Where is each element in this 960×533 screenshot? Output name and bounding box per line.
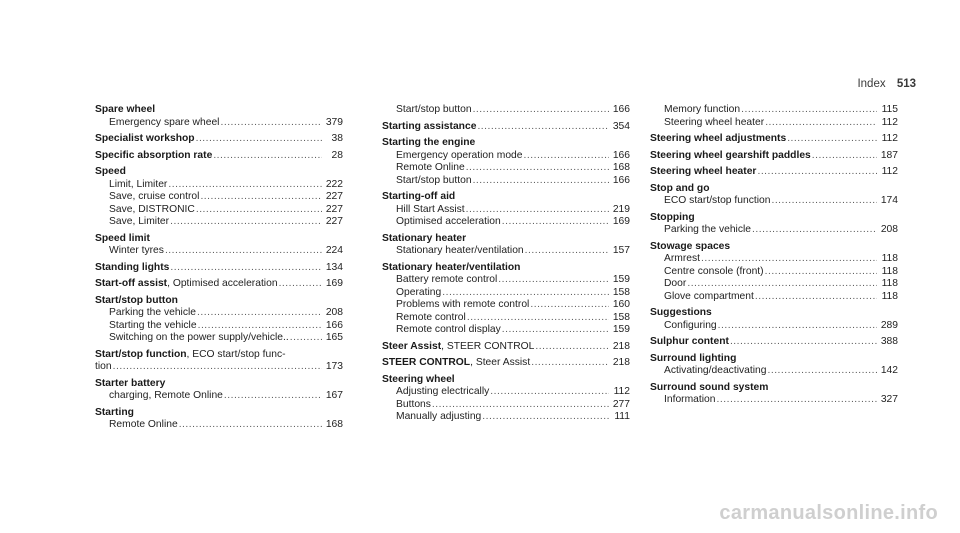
leader-dots <box>279 278 322 291</box>
subentry <box>382 150 630 163</box>
page-ref: 112 <box>881 116 898 128</box>
subentry-text: ECO start/stop function <box>664 195 771 206</box>
subentry <box>650 117 898 130</box>
leader-dots <box>531 357 609 370</box>
subentry <box>95 390 343 403</box>
index-entry <box>382 233 630 258</box>
entry-heading: Steer Assist <box>382 340 442 352</box>
subentry-text: Steering wheel heater <box>664 116 765 128</box>
index-entry <box>95 166 343 229</box>
entry-heading: Speed <box>95 166 126 177</box>
subentry-text: Limit, Limiter <box>109 178 168 190</box>
entry-heading: Specialist workshop <box>95 133 195 144</box>
page-ref: 219 <box>612 203 630 215</box>
index-entry <box>95 349 343 374</box>
page-ref: 118 <box>881 290 898 302</box>
subentry <box>650 266 898 279</box>
subentry-text: Emergency operation mode <box>396 149 523 161</box>
subentry-text: Optimised acceleration <box>396 216 501 227</box>
index-entry <box>650 183 898 208</box>
leader-dots <box>224 390 322 403</box>
entry-heading: Suggestions <box>650 307 712 318</box>
subentry <box>382 216 630 229</box>
subentry <box>95 179 343 192</box>
entry-heading: Surround lighting <box>650 352 737 364</box>
entry-heading: Start/stop button <box>95 294 178 306</box>
leader-dots <box>442 287 609 300</box>
subentry-text: Manually adjusting <box>396 411 482 422</box>
page-ref: 142 <box>880 365 898 376</box>
index-entry <box>382 137 630 187</box>
index-entry <box>382 104 630 117</box>
index-entry <box>650 382 898 407</box>
subentry <box>382 324 630 337</box>
subentry <box>650 394 898 407</box>
leader-dots <box>168 179 322 192</box>
subentry <box>382 245 630 258</box>
leader-dots <box>220 117 322 130</box>
subentry <box>95 245 343 258</box>
leader-dots <box>525 245 609 258</box>
leader-dots <box>490 386 609 399</box>
entry-heading: Stationary heater/ventilation <box>382 261 521 273</box>
page-ref: 115 <box>881 104 898 115</box>
header-label: Index <box>857 78 886 90</box>
index-entry <box>650 307 898 332</box>
subentry <box>650 104 898 117</box>
leader-dots <box>767 365 877 378</box>
leader-dots <box>466 204 609 217</box>
entry-heading: Stop and go <box>650 182 710 194</box>
index-column-1 <box>95 104 343 436</box>
entry-continuation: tion <box>95 361 112 372</box>
leader-dots <box>113 361 322 374</box>
entry-qualifier: , STEER CONTROL <box>441 340 535 352</box>
leader-dots <box>477 121 609 134</box>
subentry-text: Remote Online <box>396 162 465 173</box>
entry-heading: Steering wheel heater <box>650 166 757 177</box>
subentry-text: Hill Start Assist <box>396 203 465 215</box>
watermark: carmanualsonline.info <box>719 502 938 524</box>
index-entry <box>650 150 898 163</box>
leader-dots <box>717 394 877 407</box>
entry-line <box>650 336 898 349</box>
entry-line <box>95 133 343 146</box>
subentry <box>650 195 898 208</box>
leader-dots <box>752 224 877 237</box>
leader-dots <box>170 262 322 275</box>
leader-dots <box>524 150 610 163</box>
entry-heading: Steering wheel adjustments <box>650 133 787 144</box>
entry-heading: Start-off assist <box>95 278 168 289</box>
index-entry <box>95 133 343 146</box>
page-ref: 112 <box>613 386 630 397</box>
entry-heading: Sulphur content <box>650 336 729 347</box>
subentry <box>650 320 898 333</box>
page-ref: 112 <box>881 133 898 144</box>
entry-line <box>382 357 630 370</box>
leader-dots <box>473 104 609 117</box>
leader-dots <box>165 245 322 258</box>
leader-dots <box>432 399 609 412</box>
page-ref: 134 <box>325 261 343 273</box>
leader-dots <box>170 216 322 229</box>
index-entry <box>650 336 898 349</box>
page-ref: 112 <box>881 166 898 177</box>
entry-line <box>95 278 343 291</box>
subentry-text: Starting the vehicle <box>109 319 197 331</box>
entry-heading: Specific absorption rate <box>95 149 213 161</box>
entry-line <box>95 349 343 362</box>
page-ref: 168 <box>612 162 630 173</box>
subentry-text: Start/stop button <box>396 104 472 115</box>
subentry <box>95 419 343 432</box>
leader-dots <box>502 216 609 229</box>
subentry-text: Configuring <box>664 319 717 331</box>
subentry <box>95 191 343 204</box>
leader-dots <box>196 204 322 217</box>
entry-heading: Steering wheel gearshift paddles <box>650 149 811 161</box>
page-ref: 289 <box>880 319 898 331</box>
subentry <box>382 175 630 188</box>
index-entry <box>650 353 898 378</box>
leader-dots <box>197 307 322 320</box>
leader-dots <box>467 312 609 325</box>
page-ref: 166 <box>612 174 630 186</box>
page-header <box>857 78 916 90</box>
page-ref: 159 <box>612 324 630 335</box>
leader-dots <box>213 150 322 163</box>
subentry <box>95 320 343 333</box>
entry-heading: Starting assistance <box>382 120 477 132</box>
page-ref: 277 <box>612 398 630 410</box>
subentry <box>650 253 898 266</box>
page-ref: 224 <box>325 245 343 256</box>
subentry <box>382 162 630 175</box>
subentry-text: Start/stop button <box>396 174 472 186</box>
subentry <box>382 204 630 217</box>
page-ref: 166 <box>612 149 630 161</box>
leader-dots <box>196 133 322 146</box>
entry-heading: Spare wheel <box>95 104 156 115</box>
leader-dots <box>757 166 877 179</box>
index-entry <box>650 133 898 146</box>
subentry-text: Adjusting electrically <box>396 386 490 397</box>
page-ref: 174 <box>880 195 898 206</box>
page-ref: 227 <box>325 203 343 215</box>
leader-dots <box>765 266 877 279</box>
entry-line <box>650 133 898 146</box>
leader-dots <box>200 191 322 204</box>
leader-dots <box>466 162 609 175</box>
entry-heading: Surround sound system <box>650 381 769 393</box>
subentry-text: Activating/deactivating <box>664 365 767 376</box>
page-ref: 208 <box>880 224 898 235</box>
entry-line <box>650 150 898 163</box>
leader-dots <box>741 104 877 117</box>
subentry-text: charging, Remote Online <box>109 390 223 401</box>
leader-dots <box>787 133 877 146</box>
entry-line <box>382 121 630 134</box>
entry-line <box>95 361 343 374</box>
page-ref: 157 <box>612 245 630 256</box>
leader-dots <box>179 419 322 432</box>
subentry-text: Save, Limiter <box>109 216 170 227</box>
entry-heading: Standing lights <box>95 261 170 273</box>
subentry <box>382 104 630 117</box>
subentry-text: Buttons <box>396 398 431 410</box>
entry-heading: Speed limit <box>95 232 150 244</box>
leader-dots <box>530 299 609 312</box>
index-entry <box>95 295 343 345</box>
page-ref: 158 <box>612 311 630 323</box>
leader-dots <box>290 332 322 345</box>
page-ref: 208 <box>325 307 343 318</box>
index-entry <box>382 357 630 370</box>
leader-dots <box>701 253 877 266</box>
index-entry <box>382 374 630 424</box>
page-ref: 187 <box>880 149 898 161</box>
subentry-text: Door <box>664 278 687 289</box>
page-ref: 227 <box>325 216 343 227</box>
page-ref: 118 <box>881 253 898 264</box>
index-entry <box>650 212 898 237</box>
page-ref: 28 <box>331 149 343 161</box>
subentry <box>95 216 343 229</box>
entry-heading: Starting <box>95 406 134 418</box>
page-number: 513 <box>896 78 916 90</box>
index-entry <box>95 104 343 129</box>
subentry-text: Information <box>664 394 716 405</box>
entry-qualifier: , ECO start/stop func- <box>186 348 286 360</box>
page-ref: 169 <box>325 278 343 289</box>
index-entry <box>95 233 343 258</box>
page-ref: 167 <box>325 390 343 401</box>
leader-dots <box>730 336 877 349</box>
page-ref: 354 <box>612 120 630 132</box>
leader-dots <box>755 291 877 304</box>
entry-qualifier: , Steer Assist <box>470 357 531 368</box>
entry-heading: Starting-off aid <box>382 191 456 202</box>
page-ref: 159 <box>612 274 630 285</box>
leader-dots <box>498 274 609 287</box>
index-entry <box>95 378 343 403</box>
leader-dots <box>198 320 322 333</box>
subentry-text: Switching on the power supply/vehicle.. <box>109 332 289 343</box>
index-entry <box>95 407 343 432</box>
page-ref: 38 <box>331 133 343 144</box>
subentry <box>95 117 343 130</box>
subentry <box>95 332 343 345</box>
leader-dots <box>771 195 877 208</box>
entry-heading: Start/stop function <box>95 348 187 360</box>
page-ref: 218 <box>612 357 630 368</box>
subentry-text: Armrest <box>664 253 701 264</box>
subentry-text: Memory function <box>664 104 741 115</box>
subentry <box>382 287 630 300</box>
leader-dots <box>765 117 877 130</box>
index-column-2 <box>382 104 630 428</box>
page-ref: 166 <box>612 104 630 115</box>
page-ref: 111 <box>614 411 630 422</box>
page-ref: 169 <box>612 216 630 227</box>
subentry <box>382 299 630 312</box>
page-ref: 388 <box>880 336 898 347</box>
entry-line <box>95 150 343 163</box>
index-entry <box>650 104 898 129</box>
leader-dots <box>687 278 877 291</box>
subentry-text: Operating <box>396 286 442 298</box>
subentry <box>95 307 343 320</box>
page-ref: 158 <box>612 286 630 298</box>
subentry <box>382 411 630 424</box>
entry-qualifier: , Optimised acceleration <box>167 278 278 289</box>
index-entry <box>95 278 343 291</box>
page-ref: 227 <box>325 191 343 202</box>
page-ref: 118 <box>881 265 898 277</box>
subentry <box>382 386 630 399</box>
subentry-text: Parking the vehicle <box>109 307 197 318</box>
page-ref: 118 <box>881 278 898 289</box>
index-entry <box>650 241 898 304</box>
page-ref: 222 <box>325 178 343 190</box>
subentry <box>650 291 898 304</box>
leader-dots <box>473 175 609 188</box>
entry-line <box>95 262 343 275</box>
subentry <box>650 224 898 237</box>
entry-heading: Stowage spaces <box>650 240 731 252</box>
page-ref: 168 <box>325 419 343 430</box>
entry-heading: Stopping <box>650 211 695 223</box>
index-entry <box>382 341 630 354</box>
subentry-text: Winter tyres <box>109 245 164 256</box>
subentry-text: Centre console (front) <box>664 265 764 277</box>
leader-dots <box>812 150 877 163</box>
subentry-text: Remote control display <box>396 324 501 335</box>
index-entry <box>382 121 630 134</box>
subentry <box>650 365 898 378</box>
index-entry <box>95 150 343 163</box>
subentry-text: Save, DISTRONIC <box>109 203 195 215</box>
entry-heading: STEER CONTROL <box>382 357 471 368</box>
subentry <box>95 204 343 217</box>
page-ref: 218 <box>612 340 630 352</box>
entry-heading: Stationary heater <box>382 232 467 244</box>
index-column-3 <box>650 104 898 411</box>
leader-dots <box>482 411 609 424</box>
subentry-text: Save, cruise control <box>109 191 200 202</box>
page-ref: 166 <box>325 319 343 331</box>
subentry-text: Glove compartment <box>664 290 754 302</box>
index-entry <box>95 262 343 275</box>
subentry-text: Emergency spare wheel <box>109 116 220 128</box>
page-ref: 327 <box>880 394 898 405</box>
index-entry <box>382 191 630 229</box>
index-entry <box>650 166 898 179</box>
subentry-text: Remote control <box>396 311 466 323</box>
subentry <box>382 274 630 287</box>
leader-dots <box>718 320 877 333</box>
leader-dots <box>535 341 609 354</box>
subentry <box>382 312 630 325</box>
entry-heading: Starter battery <box>95 377 166 389</box>
subentry <box>382 399 630 412</box>
page-ref: 173 <box>325 361 343 372</box>
page-ref: 160 <box>612 299 630 310</box>
subentry-text: Stationary heater/ventilation <box>396 245 524 256</box>
leader-dots <box>502 324 609 337</box>
entry-heading: Steering wheel <box>382 373 455 385</box>
page-ref: 379 <box>325 116 343 128</box>
page-ref: 165 <box>325 332 343 343</box>
subentry-text: Remote Online <box>109 419 178 430</box>
subentry <box>650 278 898 291</box>
entry-heading: Starting the engine <box>382 137 476 148</box>
subentry-text: Battery remote control <box>396 274 498 285</box>
subentry-text: Parking the vehicle <box>664 224 752 235</box>
index-entry <box>382 262 630 337</box>
subentry-text: Problems with remote control <box>396 299 530 310</box>
entry-line <box>650 166 898 179</box>
entry-line <box>382 341 630 354</box>
